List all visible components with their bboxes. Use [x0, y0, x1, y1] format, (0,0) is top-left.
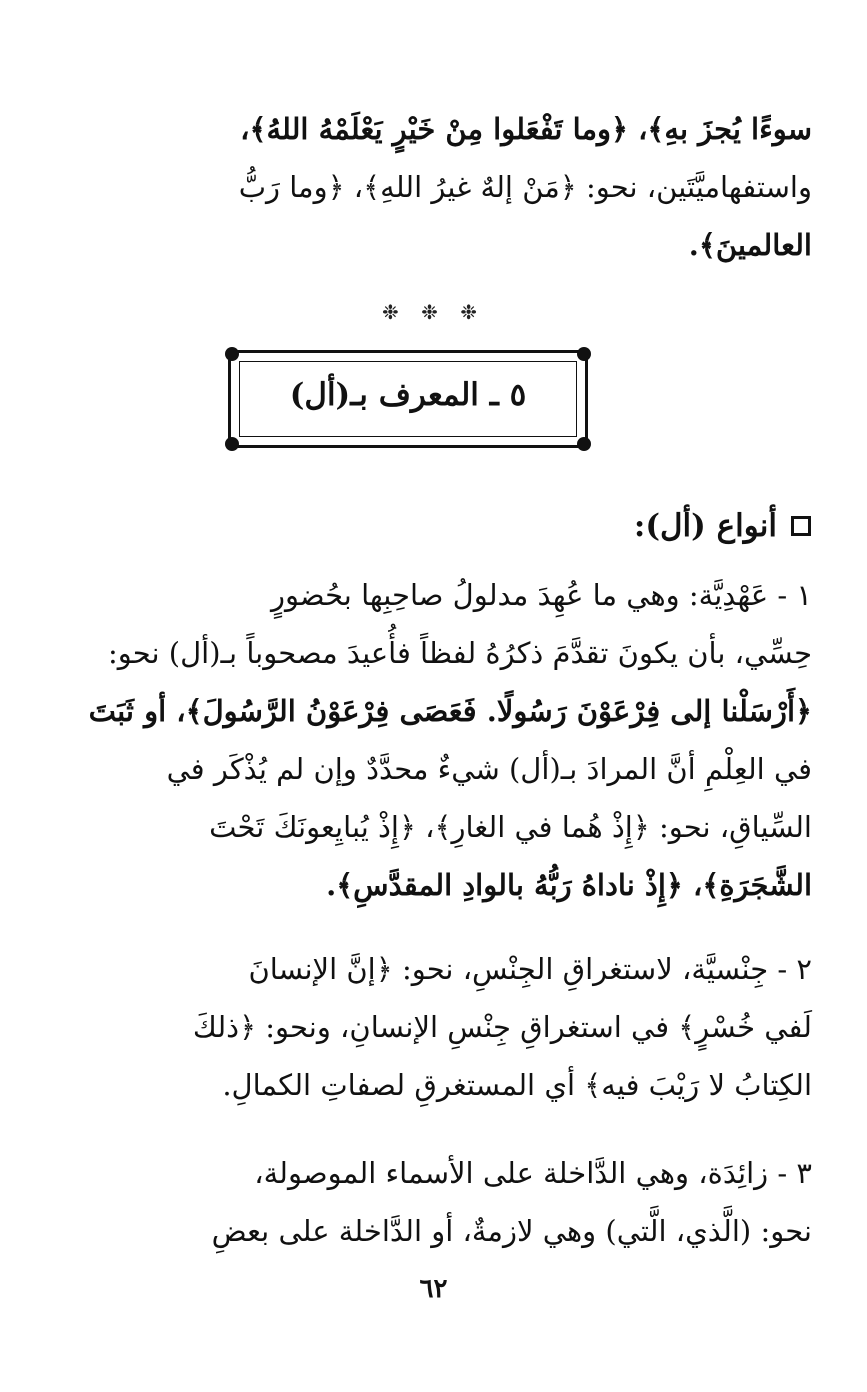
intro-line-1: سوءًا يُجزَ بهِ﴾، ﴿وما تَفْعَلوا مِنْ خَيْرٍ يَعْلَمْهُ اللهُ﴾،: [240, 112, 812, 146]
square-bullet-icon: [791, 516, 811, 536]
paragraph-3-line-2: نحو: (الَّذي، الَّتي) وهي لازمةٌ، أو الدَّاخلة على بعضِ: [211, 1214, 812, 1248]
paragraph-3-line-1: ٣ - زائِدَة، وهي الدَّاخلة على الأسماء الموصولة،: [254, 1156, 812, 1190]
frame-corner-ornament: [225, 437, 239, 451]
paragraph-2: [36, 940, 812, 1114]
frame-corner-ornament: [225, 347, 239, 361]
paragraph-1-line-6: الشَّجَرَةِ﴾، ﴿إِذْ ناداهُ رَبُّهُ بالوادِ المقدَّسِ﴾.: [326, 868, 812, 902]
paragraph-2-line-3: الكِتابُ لا رَيْبَ فيه﴾ أي المستغرقِ لصفاتِ الكمالِ.: [222, 1068, 812, 1102]
frame-corner-ornament: [577, 347, 591, 361]
frame-corner-ornament: [577, 437, 591, 451]
section-title: ٥ ـ المعرف بـ(أل): [289, 377, 527, 413]
paragraph-1-line-1: ١ - عَهْدِيَّة: وهي ما عُهِدَ مدلولُ صاحِبِها بحُضورٍ: [270, 578, 812, 612]
subheading: [634, 504, 811, 548]
subheading-text: أنواع (أل):: [633, 508, 777, 544]
page-number: ٦٢: [419, 1274, 448, 1304]
intro-paragraph: [36, 100, 812, 274]
paragraph-1-line-2: حِسِّي، بأن يكونَ تقدَّمَ ذكرُهُ لفظاً فأُعيدَ مصحوباً بـ(أل) نحو:: [108, 636, 812, 670]
paragraph-1-line-5: السِّياقِ، نحو: ﴿إِذْ هُما في الغارِ﴾، ﴿إِذْ يُبايِعونَكَ تَحْتَ: [209, 810, 812, 844]
paragraph-2-line-1: ٢ - جِنْسيَّة، لاستغراقِ الجِنْسِ، نحو: ﴿إنَّ الإنسانَ: [248, 952, 812, 986]
paragraph-3: [36, 1144, 812, 1260]
intro-line-3: العالمينَ﴾.: [688, 228, 812, 262]
paragraph-2-line-2: لَفي خُسْرٍ﴾ في استغراقِ جِنْسِ الإنسانِ، ونحو: ﴿ذلكَ: [192, 1010, 812, 1044]
paragraph-1-line-3: ﴿أَرْسَلْنا إلى فِرْعَوْنَ رَسُولًا. فَعَصَى فِرْعَوْنُ الرَّسُولَ﴾، أو ثَبَتَ: [88, 694, 812, 728]
section-title-frame: [228, 350, 588, 448]
paragraph-1-line-4: في العِلْمِ أنَّ المرادَ بـ(أل) شيءٌ محدَّدٌ وإن لم يُذْكَر في: [166, 752, 812, 786]
section-separator: ❉ ❉ ❉: [382, 300, 485, 324]
paragraph-1: [36, 566, 812, 914]
intro-line-2: واستفهاميَّتَين، نحو: ﴿مَنْ إلهٌ غيرُ اللهِ﴾، ﴿وما رَبُّ: [238, 170, 812, 204]
